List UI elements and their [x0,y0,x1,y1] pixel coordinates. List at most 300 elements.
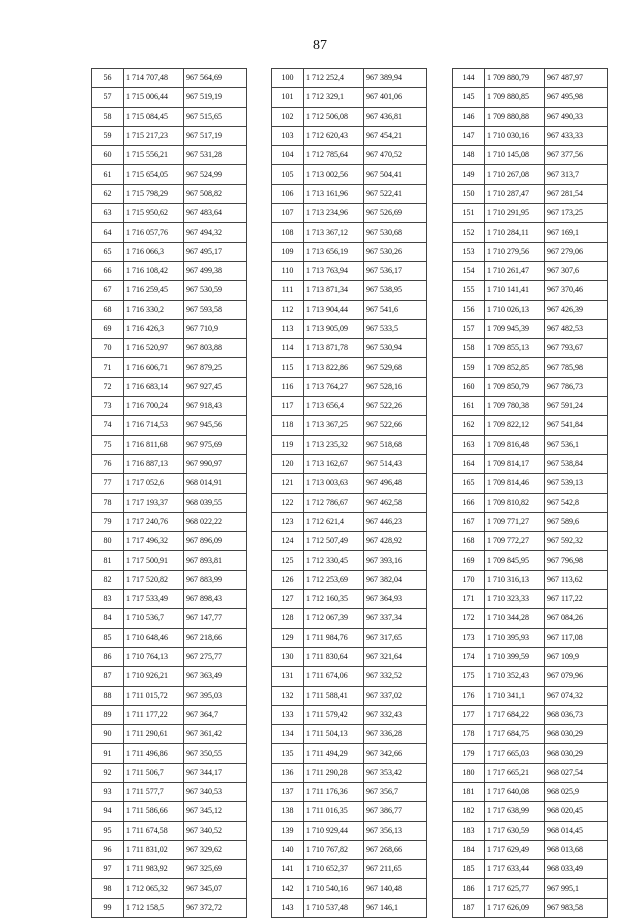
y-coordinate-cell: 967 146,1 [364,898,427,917]
coordinates-table-3 [452,68,608,918]
point-number-cell: 92 [92,763,124,782]
table-row [453,609,608,628]
y-coordinate-cell: 967 446,23 [364,512,427,531]
table-row [92,493,247,512]
y-coordinate-cell: 967 524,99 [184,165,247,184]
point-number-cell: 69 [92,319,124,338]
y-coordinate-cell: 967 109,9 [545,647,608,666]
table-row [92,686,247,705]
point-number-cell: 78 [92,493,124,512]
y-coordinate-cell: 967 975,69 [184,435,247,454]
y-coordinate-cell: 967 395,03 [184,686,247,705]
table-row [272,339,427,358]
point-number-cell: 59 [92,126,124,145]
point-number-cell: 61 [92,165,124,184]
x-coordinate-cell: 1 713 822,86 [304,358,364,377]
point-number-cell: 127 [272,590,304,609]
y-coordinate-cell: 967 342,66 [364,744,427,763]
table-row [272,261,427,280]
table-row [92,397,247,416]
x-coordinate-cell: 1 711 579,42 [304,705,364,724]
y-coordinate-cell: 967 281,54 [545,184,608,203]
point-number-cell: 90 [92,725,124,744]
point-number-cell: 82 [92,570,124,589]
x-coordinate-cell: 1 710 764,13 [124,647,184,666]
table-row [272,763,427,782]
table-row [453,223,608,242]
x-coordinate-cell: 1 717 240,76 [124,512,184,531]
table-row [453,204,608,223]
y-coordinate-cell: 967 382,04 [364,570,427,589]
point-number-cell: 80 [92,532,124,551]
point-number-cell: 173 [453,628,485,647]
point-number-cell: 161 [453,397,485,416]
x-coordinate-cell: 1 717 684,22 [485,705,545,724]
x-coordinate-cell: 1 710 537,48 [304,898,364,917]
x-coordinate-cell: 1 712 067,39 [304,609,364,628]
x-coordinate-cell: 1 715 798,29 [124,184,184,203]
x-coordinate-cell: 1 710 395,93 [485,628,545,647]
table-row [272,397,427,416]
table-row [453,261,608,280]
table-row [92,339,247,358]
y-coordinate-cell: 968 014,91 [184,474,247,493]
table-row [272,126,427,145]
y-coordinate-cell: 967 401,06 [364,88,427,107]
x-coordinate-cell: 1 710 344,28 [485,609,545,628]
point-number-cell: 102 [272,107,304,126]
table-row [272,300,427,319]
point-number-cell: 128 [272,609,304,628]
y-coordinate-cell: 967 508,82 [184,184,247,203]
x-coordinate-cell: 1 717 638,99 [485,802,545,821]
y-coordinate-cell: 967 340,52 [184,821,247,840]
y-coordinate-cell: 967 592,32 [545,532,608,551]
x-coordinate-cell: 1 709 945,39 [485,319,545,338]
table-row [453,705,608,724]
table-row [272,454,427,473]
x-coordinate-cell: 1 713 162,67 [304,454,364,473]
x-coordinate-cell: 1 710 926,21 [124,667,184,686]
point-number-cell: 158 [453,339,485,358]
point-number-cell: 77 [92,474,124,493]
x-coordinate-cell: 1 713 905,09 [304,319,364,338]
x-coordinate-cell: 1 709 814,46 [485,474,545,493]
table-row [92,165,247,184]
table-row [453,88,608,107]
table-row [272,165,427,184]
table-row [92,628,247,647]
point-number-cell: 116 [272,377,304,396]
table-row [92,512,247,531]
point-number-cell: 95 [92,821,124,840]
table-row [453,667,608,686]
y-coordinate-cell: 967 344,17 [184,763,247,782]
point-number-cell: 132 [272,686,304,705]
table-row [453,358,608,377]
y-coordinate-cell: 967 522,26 [364,397,427,416]
point-number-cell: 146 [453,107,485,126]
point-number-cell: 122 [272,493,304,512]
y-coordinate-cell: 967 482,53 [545,319,608,338]
y-coordinate-cell: 967 589,6 [545,512,608,531]
point-number-cell: 58 [92,107,124,126]
x-coordinate-cell: 1 714 707,48 [124,69,184,88]
y-coordinate-cell: 967 494,32 [184,223,247,242]
y-coordinate-cell: 967 786,73 [545,377,608,396]
x-coordinate-cell: 1 713 002,56 [304,165,364,184]
x-coordinate-cell: 1 709 845,95 [485,551,545,570]
table-row [453,474,608,493]
y-coordinate-cell: 967 325,69 [184,860,247,879]
x-coordinate-cell: 1 712 329,1 [304,88,364,107]
table-row [92,898,247,917]
y-coordinate-cell: 967 893,81 [184,551,247,570]
point-number-cell: 166 [453,493,485,512]
y-coordinate-cell: 967 515,65 [184,107,247,126]
table-row [92,107,247,126]
table-row [92,532,247,551]
x-coordinate-cell: 1 712 785,64 [304,146,364,165]
point-number-cell: 87 [92,667,124,686]
point-number-cell: 147 [453,126,485,145]
table-row [453,416,608,435]
table-row [453,686,608,705]
y-coordinate-cell: 967 140,48 [364,879,427,898]
y-coordinate-cell: 967 531,28 [184,146,247,165]
table-row [272,377,427,396]
table-row [92,184,247,203]
point-number-cell: 154 [453,261,485,280]
y-coordinate-cell: 967 896,09 [184,532,247,551]
table-row [92,474,247,493]
y-coordinate-cell: 967 377,56 [545,146,608,165]
point-number-cell: 118 [272,416,304,435]
y-coordinate-cell: 967 541,6 [364,300,427,319]
y-coordinate-cell: 967 279,06 [545,242,608,261]
y-coordinate-cell: 967 483,64 [184,204,247,223]
table-row [453,165,608,184]
table-row [272,474,427,493]
x-coordinate-cell: 1 711 674,06 [304,667,364,686]
x-coordinate-cell: 1 710 323,33 [485,590,545,609]
table-row [272,184,427,203]
x-coordinate-cell: 1 710 279,56 [485,242,545,261]
y-coordinate-cell: 967 211,65 [364,860,427,879]
x-coordinate-cell: 1 712 621,4 [304,512,364,531]
x-coordinate-cell: 1 709 822,12 [485,416,545,435]
table-row [92,609,247,628]
y-coordinate-cell: 967 372,72 [184,898,247,917]
y-coordinate-cell: 967 499,38 [184,261,247,280]
x-coordinate-cell: 1 717 533,49 [124,590,184,609]
x-coordinate-cell: 1 711 496,86 [124,744,184,763]
x-coordinate-cell: 1 713 904,44 [304,300,364,319]
x-coordinate-cell: 1 717 625,77 [485,879,545,898]
y-coordinate-cell: 967 350,55 [184,744,247,763]
y-coordinate-cell: 967 990,97 [184,454,247,473]
y-coordinate-cell: 967 593,58 [184,300,247,319]
y-coordinate-cell: 967 591,24 [545,397,608,416]
y-coordinate-cell: 967 495,17 [184,242,247,261]
table-row [92,358,247,377]
table-row [272,281,427,300]
x-coordinate-cell: 1 709 780,38 [485,397,545,416]
point-number-cell: 155 [453,281,485,300]
y-coordinate-cell: 967 268,66 [364,840,427,859]
x-coordinate-cell: 1 712 330,45 [304,551,364,570]
table-row [92,570,247,589]
x-coordinate-cell: 1 709 771,27 [485,512,545,531]
table-row [92,744,247,763]
x-coordinate-cell: 1 710 291,95 [485,204,545,223]
point-number-cell: 141 [272,860,304,879]
point-number-cell: 136 [272,763,304,782]
table-row [272,802,427,821]
point-number-cell: 75 [92,435,124,454]
y-coordinate-cell: 968 022,22 [184,512,247,531]
coordinates-table-2 [271,68,427,918]
table-row [453,744,608,763]
x-coordinate-cell: 1 713 764,27 [304,377,364,396]
x-coordinate-cell: 1 709 850,79 [485,377,545,396]
point-number-cell: 86 [92,647,124,666]
table-row [92,377,247,396]
x-coordinate-cell: 1 717 665,03 [485,744,545,763]
x-coordinate-cell: 1 709 855,13 [485,339,545,358]
point-number-cell: 99 [92,898,124,917]
point-number-cell: 108 [272,223,304,242]
y-coordinate-cell: 967 337,02 [364,686,427,705]
y-coordinate-cell: 967 526,69 [364,204,427,223]
y-coordinate-cell: 968 025,9 [545,782,608,801]
y-coordinate-cell: 967 514,43 [364,454,427,473]
table-row [272,512,427,531]
point-number-cell: 177 [453,705,485,724]
table-row [453,184,608,203]
point-number-cell: 88 [92,686,124,705]
y-coordinate-cell: 967 542,8 [545,493,608,512]
point-number-cell: 134 [272,725,304,744]
table-row [453,725,608,744]
table-row [453,300,608,319]
x-coordinate-cell: 1 711 830,64 [304,647,364,666]
y-coordinate-cell: 967 528,16 [364,377,427,396]
table-row [272,782,427,801]
table-row [453,512,608,531]
table-row [453,454,608,473]
table-row [92,763,247,782]
y-coordinate-cell: 967 345,07 [184,879,247,898]
x-coordinate-cell: 1 711 588,41 [304,686,364,705]
table-row [272,69,427,88]
x-coordinate-cell: 1 715 217,23 [124,126,184,145]
point-number-cell: 144 [453,69,485,88]
table-row [453,628,608,647]
y-coordinate-cell: 967 313,7 [545,165,608,184]
y-coordinate-cell: 967 803,88 [184,339,247,358]
table-row [272,146,427,165]
x-coordinate-cell: 1 710 929,44 [304,821,364,840]
y-coordinate-cell: 967 517,19 [184,126,247,145]
point-number-cell: 106 [272,184,304,203]
x-coordinate-cell: 1 716 259,45 [124,281,184,300]
x-coordinate-cell: 1 710 341,1 [485,686,545,705]
x-coordinate-cell: 1 710 536,7 [124,609,184,628]
point-number-cell: 104 [272,146,304,165]
x-coordinate-cell: 1 711 015,72 [124,686,184,705]
table-row [453,551,608,570]
x-coordinate-cell: 1 710 141,41 [485,281,545,300]
point-number-cell: 119 [272,435,304,454]
x-coordinate-cell: 1 715 006,44 [124,88,184,107]
y-coordinate-cell: 967 487,97 [545,69,608,88]
point-number-cell: 64 [92,223,124,242]
table-row [272,725,427,744]
x-coordinate-cell: 1 713 763,94 [304,261,364,280]
table-row [453,493,608,512]
y-coordinate-cell: 967 084,26 [545,609,608,628]
x-coordinate-cell: 1 713 871,34 [304,281,364,300]
table-row [92,782,247,801]
x-coordinate-cell: 1 717 684,75 [485,725,545,744]
x-coordinate-cell: 1 712 507,49 [304,532,364,551]
point-number-cell: 171 [453,590,485,609]
y-coordinate-cell: 967 356,13 [364,821,427,840]
point-number-cell: 63 [92,204,124,223]
table-row [453,647,608,666]
point-number-cell: 72 [92,377,124,396]
point-number-cell: 148 [453,146,485,165]
x-coordinate-cell: 1 709 816,48 [485,435,545,454]
table-row [453,898,608,917]
table-row [92,821,247,840]
table-row [272,88,427,107]
point-number-cell: 151 [453,204,485,223]
x-coordinate-cell: 1 711 504,13 [304,725,364,744]
table-row [272,358,427,377]
point-number-cell: 85 [92,628,124,647]
x-coordinate-cell: 1 711 674,58 [124,821,184,840]
y-coordinate-cell: 968 033,49 [545,860,608,879]
x-coordinate-cell: 1 712 158,5 [124,898,184,917]
y-coordinate-cell: 967 541,84 [545,416,608,435]
y-coordinate-cell: 967 113,62 [545,570,608,589]
y-coordinate-cell: 967 564,69 [184,69,247,88]
table-row [92,88,247,107]
point-number-cell: 105 [272,165,304,184]
y-coordinate-cell: 967 426,39 [545,300,608,319]
point-number-cell: 137 [272,782,304,801]
y-coordinate-cell: 967 218,66 [184,628,247,647]
point-number-cell: 112 [272,300,304,319]
x-coordinate-cell: 1 709 880,88 [485,107,545,126]
x-coordinate-cell: 1 716 057,76 [124,223,184,242]
point-number-cell: 74 [92,416,124,435]
y-coordinate-cell: 967 386,77 [364,802,427,821]
point-number-cell: 169 [453,551,485,570]
table-row [272,590,427,609]
point-number-cell: 157 [453,319,485,338]
point-number-cell: 96 [92,840,124,859]
x-coordinate-cell: 1 710 652,37 [304,860,364,879]
y-coordinate-cell: 967 074,32 [545,686,608,705]
x-coordinate-cell: 1 711 506,7 [124,763,184,782]
table-row [272,435,427,454]
table-row [92,204,247,223]
point-number-cell: 185 [453,860,485,879]
x-coordinate-cell: 1 710 648,46 [124,628,184,647]
point-number-cell: 65 [92,242,124,261]
table-row [272,107,427,126]
point-number-cell: 100 [272,69,304,88]
point-number-cell: 175 [453,667,485,686]
y-coordinate-cell: 967 433,33 [545,126,608,145]
x-coordinate-cell: 1 716 887,13 [124,454,184,473]
y-coordinate-cell: 967 519,19 [184,88,247,107]
point-number-cell: 83 [92,590,124,609]
y-coordinate-cell: 967 883,99 [184,570,247,589]
point-number-cell: 123 [272,512,304,531]
y-coordinate-cell: 967 117,08 [545,628,608,647]
point-number-cell: 79 [92,512,124,531]
table-row [272,898,427,917]
table-row [453,339,608,358]
x-coordinate-cell: 1 711 494,29 [304,744,364,763]
y-coordinate-cell: 967 340,53 [184,782,247,801]
x-coordinate-cell: 1 712 506,08 [304,107,364,126]
x-coordinate-cell: 1 716 520,97 [124,339,184,358]
point-number-cell: 115 [272,358,304,377]
y-coordinate-cell: 967 147,77 [184,609,247,628]
x-coordinate-cell: 1 712 620,43 [304,126,364,145]
y-coordinate-cell: 967 522,66 [364,416,427,435]
point-number-cell: 107 [272,204,304,223]
y-coordinate-cell: 967 337,34 [364,609,427,628]
table-row [92,69,247,88]
table-row [92,454,247,473]
point-number-cell: 143 [272,898,304,917]
table-row [453,570,608,589]
point-number-cell: 120 [272,454,304,473]
table-row [92,860,247,879]
point-number-cell: 181 [453,782,485,801]
y-coordinate-cell: 967 710,9 [184,319,247,338]
y-coordinate-cell: 967 536,17 [364,261,427,280]
point-number-cell: 57 [92,88,124,107]
y-coordinate-cell: 967 321,64 [364,647,427,666]
table-row [272,879,427,898]
table-row [453,397,608,416]
point-number-cell: 182 [453,802,485,821]
x-coordinate-cell: 1 709 880,79 [485,69,545,88]
point-number-cell: 62 [92,184,124,203]
table-row [272,416,427,435]
y-coordinate-cell: 967 462,58 [364,493,427,512]
table-row [92,590,247,609]
point-number-cell: 114 [272,339,304,358]
point-number-cell: 129 [272,628,304,647]
point-number-cell: 160 [453,377,485,396]
point-number-cell: 70 [92,339,124,358]
y-coordinate-cell: 967 389,94 [364,69,427,88]
table-row [453,840,608,859]
y-coordinate-cell: 967 533,5 [364,319,427,338]
table-row [272,551,427,570]
y-coordinate-cell: 967 518,68 [364,435,427,454]
y-coordinate-cell: 967 995,1 [545,879,608,898]
point-number-cell: 140 [272,840,304,859]
